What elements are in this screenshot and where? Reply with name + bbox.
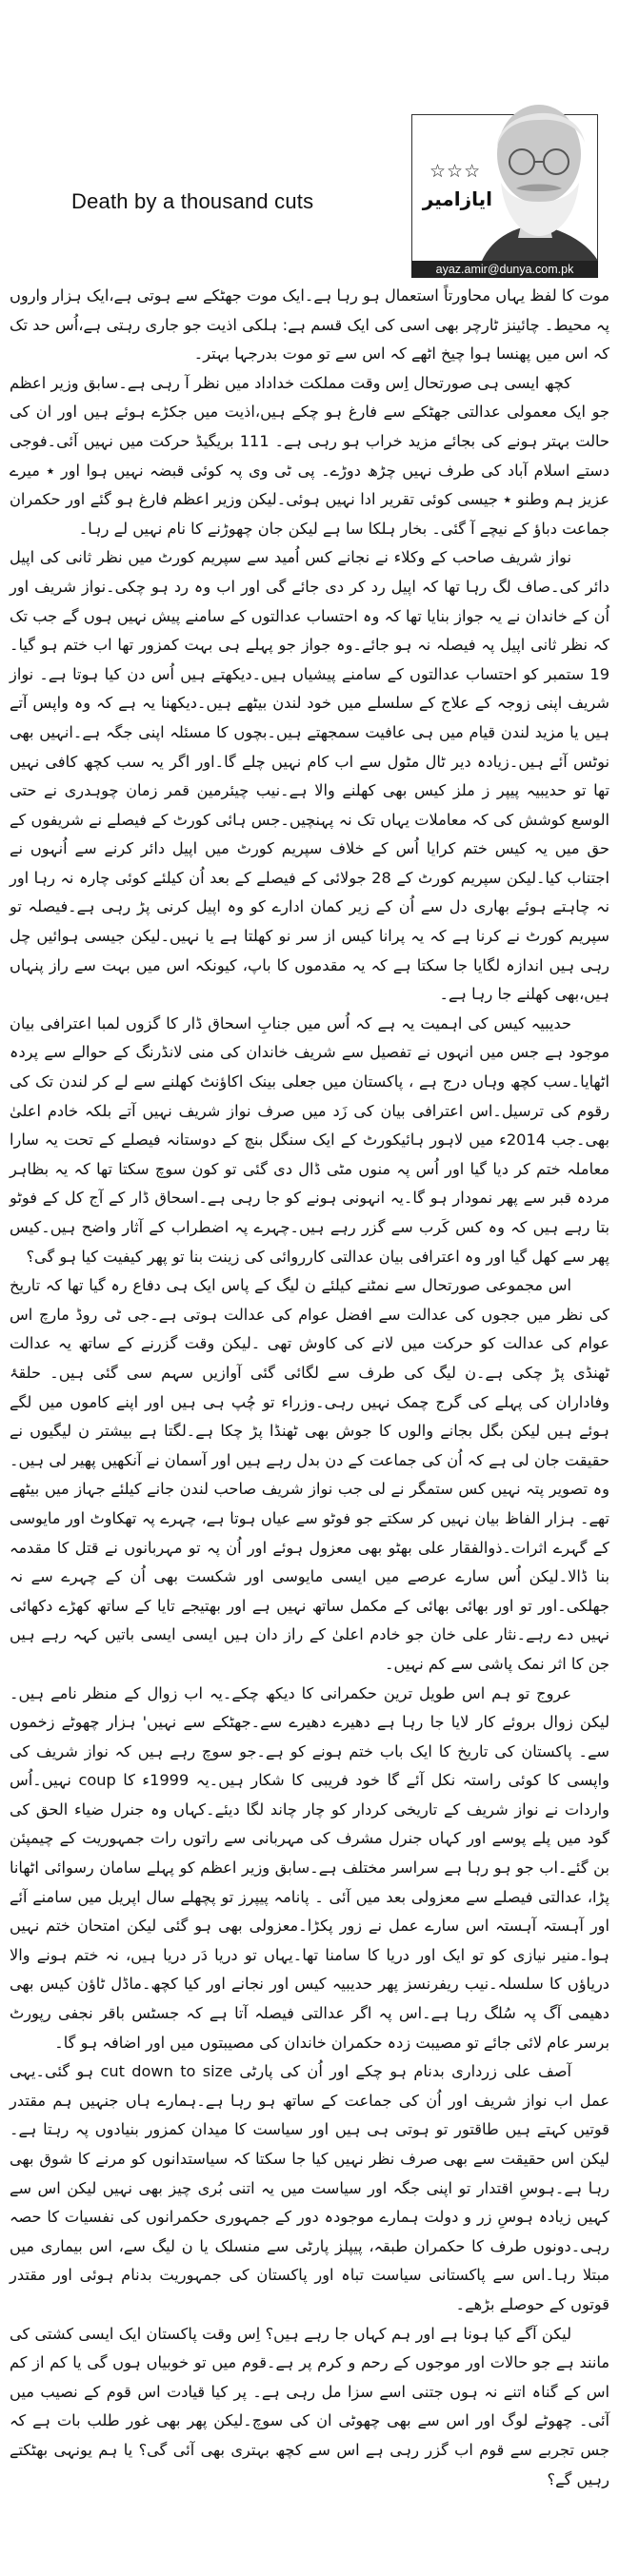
author-name: ایازامیر (422, 187, 492, 210)
article-paragraph: لیکن آگے کیا ہونا ہے اور ہم کہاں جا رہے ہیں؟ اِس وقت پاکستان ایک ایسی کشتی کی مانند ہے جو حالات اور موجوں کے رحم و کرم پر ہے۔قوم میں تو خوبیاں ہوں گی یا کم از کم اس کے گناہ اتنے نہ ہوں جتنی اسے سزا مل رہی ہے۔ پر کیا قیادت اس قوم کے نصیب میں آئی۔ چھوٹے لوگ اور اس سے بھی چھوٹی ان کی سوچ۔لیکن پھر بھی غور طلب بات ہے کہ جس تجربے سے قوم اب گزر رہی ہے اس سے کچھ بہتری بھی آئی گی؟ یا ہم یونہی بھٹکتے رہیں گے؟ (10, 2324, 609, 2488)
column-body (10, 282, 609, 2494)
column-title: Death by a thousand cuts (71, 189, 314, 213)
article-paragraph: حدیبیہ کیس کی اہمیت یہ ہے کہ اُس میں جنابِ اسحاق ڈار کا گزوں لمبا اعترافی بیان موجود ہے جس میں انہوں نے تفصیل سے شریف خاندان کی منی لانڈرنگ کے حوالے سے پردہ اٹھایا۔سب کچھ وہاں درج ہے ، پاکستان میں جعلی بینک اکاؤنٹ کھلنے سے لے کر لندن تک کی رقوم کی ترسیل۔اس اعترافی بیان کی زَد میں صرف نواز شریف نہیں آتے بلکہ خادم اعلیٰ بھی۔جب 2014ء میں لاہور ہائیکورٹ کے ایک سنگل بنچ کے دوستانہ فیصلے کے تحت یہ سارا معاملہ ختم کر دیا گیا اور اُس پہ منوں مٹی ڈال دی گئی تو کون سوچ سکتا تھا کہ یہ بظاہر مردہ قبر سے پھر نمودار ہو گا۔یہ انہونی ہونے کو جا رہی ہے۔اسحاق ڈار کے آج کل کے فوٹو بتا رہے ہیں کہ وہ کس کَرب سے گزر رہے ہیں۔چہرے پہ اضطراب کے آثار واضح ہیں۔کیس پھر سے کھل گیا اور وہ اعترافی بیان عدالتی کارروائی کی زینت بنا تو پھر کیفیت کیا ہو گی؟ (10, 1013, 609, 1266)
author-email[interactable]: ayaz.amir@dunya.com.pk (411, 261, 598, 278)
rating-stars-icon: ☆☆☆ (429, 161, 482, 182)
article-paragraph: عروج تو ہم اس طویل ترین حکمرانی کا دیکھ چکے۔یہ اب زوال کے منظر نامے ہیں۔لیکن زوال بروئے کار لایا جا رہا ہے دھیرے دھیرے سے۔جھٹکے سے نہیں' ہزار چھوٹے زخموں سے۔ پاکستان کی تاریخ کا ایک باب ختم ہونے کو ہے۔جو سوچ رہے ہیں کہ نواز شریف کی واپسی کا کوئی راستہ نکل آئے گا خود فریبی کا شکار ہیں۔یہ 1999ء کا coup نہیں۔اُس واردات نے نواز شریف کے تاریخی کردار کو چار چاند لگا دیئے۔کہاں وہ جنرل ضیاء الحق کی گود میں پلے پوسے اور کہاں جنرل مشرف کی مہربانی سے راتوں رات جمہوریت کے چیمپئن بن گئے۔اب جو ہو رہا ہے سراسر مختلف ہے۔سابق وزیر اعظم کو پہلے سامان رسوائی اٹھانا پڑا، عدالتی فیصلے سے معزولی بعد میں آئی ۔ پانامہ پیپرز تو پچھلے سال اپریل میں سامنے آئے اور آہستہ آہستہ اس سارے عمل نے زور پکڑا۔معزولی بھی ہو گئی لیکن امتحان ختم نہیں ہوا۔منیر نیازی کو تو ایک اور دریا کا سامنا تھا۔یہاں تو دریا دَر دریا ہیں، نہ ختم ہونے والا دریاؤں کا سلسلہ۔نیب ریفرنسز پھر حدیبیہ کیس اور نجانے اور کیا کچھ۔ماڈل ٹاؤن کیس بھی دھیمی آگ پہ سُلگ رہا ہے۔اس پہ اگر عدالتی فیصلہ آتا ہے کہ جسٹس باقر نجفی رپورٹ برسر عام لائی جائے تو مصیبت زدہ حکمران خاندان کی مصیبتوں میں اور اضافہ ہو گا۔ (10, 1683, 609, 2052)
article-paragraph: کچھ ایسی ہی صورتحال اِس وقت مملکت خداداد میں نظر آ رہی ہے۔سابق وزیر اعظم جو ایک معمولی عدالتی جھٹکے سے فارغ ہو چکے ہیں،اذیت میں جکڑے ہوئے ہیں اور ان کی حالت بہتر ہونے کی بجائے مزید خراب ہو رہی ہے۔ 111 بریگیڈ حرکت میں نہیں آئی۔فوجی دستے اسلام آباد کی طرف نہیں چڑھ دوڑے۔ پی ٹی وی پہ کوئی قبضہ نہیں ہوا اور ٭ میرے عزیز ہم وطنو ٭ جیسی کوئی تقریر ادا نہیں ہوئی۔لیکن وزیر اعظم فارغ ہو گئے اور حکمران جماعت دباؤ کے نیچے آ گئی۔ بخار ہلکا سا ہے لیکن جان چھوڑنے کا نام نہیں لے رہا۔ (10, 373, 609, 538)
author-photo-box (411, 114, 598, 274)
article-paragraph: نواز شریف صاحب کے وکلاء نے نجانے کس اُمید سے سپریم کورٹ میں نظر ثانی کی اپیل دائر کی۔صاف لگ رہا تھا کہ اپیل رد کر دی جائے گی اور اب وہ رد ہو چکی۔نواز شریف اور اُن کے خاندان نے یہ جواز بنایا تھا کہ وہ احتساب عدالتوں کے سامنے پیش نہیں ہوں گے جب تک کہ نظر ثانی اپیل پہ فیصلہ نہ ہو جائے۔وہ جواز جو پہلے ہی بہت کمزور تھا اب ختم ہو گیا۔ 19 ستمبر کو احتساب عدالتوں کے سامنے پیشیاں ہیں۔دیکھتے ہیں اُس دن کیا ہوتا ہے۔ نواز شریف اپنی زوجہ کے علاج کے سلسلے میں خود لندن بیٹھے ہیں۔دیکھنا یہ ہے کہ وہ واپس آتے ہیں یا مزید لندن قیام میں ہی عافیت سمجھتے ہیں۔بچوں کا مسئلہ اپنی جگہ ہے۔انہیں بھی نوٹس آئے ہیں۔زیادہ دیر ٹال مٹول سے اب کام نہیں چلے گا۔اور اگر یہ سب کچھ کافی نہیں تھا تو حدیبیہ پیپر ز ملز کیس بھی کھلنے والا ہے۔نیب چیئرمین قمر زمان چوہدری نے حتی الوسع کوشش کی کہ معاملات یہاں تک نہ پہنچیں۔جس ہائی کورٹ کے فیصلے نے شریفوں کے حق میں یہ کیس ختم کرایا اُس کے خلاف سپریم کورٹ میں اپیل دائر کرنے سے اُنہوں نے اجتناب کیا۔لیکن سپریم کورٹ کے 28 جولائی کے فیصلے کے بعد اُن کیلئے کوئی چارہ نہ رہا اور نہ چاہتے ہوئے بھاری دل سے اُن کے زیر کمان ادارے کو وہ اپیل کرنی پڑ رہی ہے۔فیصلہ تو سپریم کورٹ نے کرنا ہے کہ یہ پرانا کیس از سر نو کھلتا ہے یا نہیں۔لیکن جیسی ہوائیں چل رہی ہیں اندازہ لگایا جا سکتا ہے کہ یہ مقدموں کا باپ، کیونکہ اس میں بہت سے راز پنہاں ہیں،بھی کھلنے جا رہا ہے۔ (10, 548, 609, 1004)
article-paragraph: موت کا لفظ یہاں محاورتاً استعمال ہو رہا ہے۔ایک موت جھٹکے سے ہوتی ہے،ایک ہزار واروں پہ محیط۔ چائینز ٹارچر بھی اسی کی ایک قسم ہے: ہلکی اذیت جو جاری رہتی ہے،اُس حد تک کہ اس میں پھنسا ہوا چیخ اٹھے کہ اس سے تو موت بدرجہا بہتر۔ (10, 286, 609, 364)
column-header (0, 0, 619, 276)
article-paragraph: آصف علی زرداری بدنام ہو چکے اور اُن کی پارٹی cut down to size ہو گئی۔یہی عمل اب نواز شریف اور اُن کی جماعت کے ساتھ ہو رہا ہے۔ہمارے ہاں جنہیں ہم مقتدر قوتیں کہتے ہیں طاقتور تو ہوتی ہی ہیں اور سیاست کا میدان کمزور بنیادوں پہ رہتا ہے۔لیکن اس حقیقت سے بھی صرف نظر نہیں کیا جا سکتا کہ سیاستدانوں کو مرنے کا شوق بھی رہا ہے۔ہوسِ اقتدار تو اپنی جگہ اور سیاست میں یہ اتنی بُری چیز بھی نہیں لیکن اس سے کہیں زیادہ ہوسِ زر و دولت ہمارے موجودہ دور کے جمہوری حکمرانوں کی نفسیات کا حصہ رہی۔دونوں طرف کا حکمران طبقہ، پیپلز پارٹی سے منسلک یا ن لیگ سے، اس بیماری میں مبتلا رہا۔اس سے پاکستانی سیاست تباہ اور پاکستان کی جمہوریت بدنام ہوئی اور مقتدر قوتوں کے حوصلے بڑھے۔ (10, 2062, 609, 2313)
article-paragraph: اس مجموعی صورتحال سے نمٹنے کیلئے ن لیگ کے پاس ایک ہی دفاع رہ گیا تھا کہ تاریخ کی نظر میں ججوں کی عدالت سے افضل عوام کی عدالت ہوتی ہے۔جی ٹی روڈ مارچ اس عوام کی عدالت کو حرکت میں لانے کی کاوش تھی ۔لیکن وقت گزرنے کے ساتھ یہ عدالت ٹھنڈی پڑ چکی ہے۔ن لیگ کی طرف سے لگائی گئی آوازیں سہم سی گئی ہیں۔ حلقۂ وفاداران کی پہلے کی گرج چمک نہیں رہی۔وزراء تو چُپ ہی ہیں اور اپنے کاموں میں لگے ہوئے ہیں لیکن بگل بجانے والوں کا جوش بھی ٹھنڈا پڑ چکا ہے۔لگتا ہے بیشتر ن لیگیوں نے حقیقت جان لی ہے کہ اُن کی جماعت کے دن بدل رہے ہیں اور آسمان نے آنکھیں پھیر لی ہیں۔وہ تصویر پتہ نہیں کس ستمگر نے لی جب نواز شریف صاحب لندن جانے کیلئے جہاز میں بیٹھے تھے۔ ہزار الفاظ بیان نہیں کر سکتے جو فوٹو سے عیاں ہوتا ہے، چہرے پہ تھکاوٹ اور مایوسی کے گہرے اثرات۔ذوالفقار علی بھٹو بھی معزول ہوئے اور اُن پہ تو مہربانوں نے قتل کا مقدمہ بنا ڈالا۔لیکن اُس سارے عرصے میں ایسی مایوسی اور شکست بھی اُن کے چہرے سے نہ جھلکی۔اور تو اور بھائی بھائی کے مکمل ساتھ نہیں ہے اور بھتیجے تایا کے ساتھ کھڑے دکھائی نہیں دے رہے۔نثار علی خان جو خادم اعلیٰ کے راز دان ہیں ایسی ایسی باتیں کہہ رہے ہیں جن کا اثر نمک پاشی سے کم نہیں۔ (10, 1276, 609, 1673)
author-portrait-icon (472, 97, 601, 261)
